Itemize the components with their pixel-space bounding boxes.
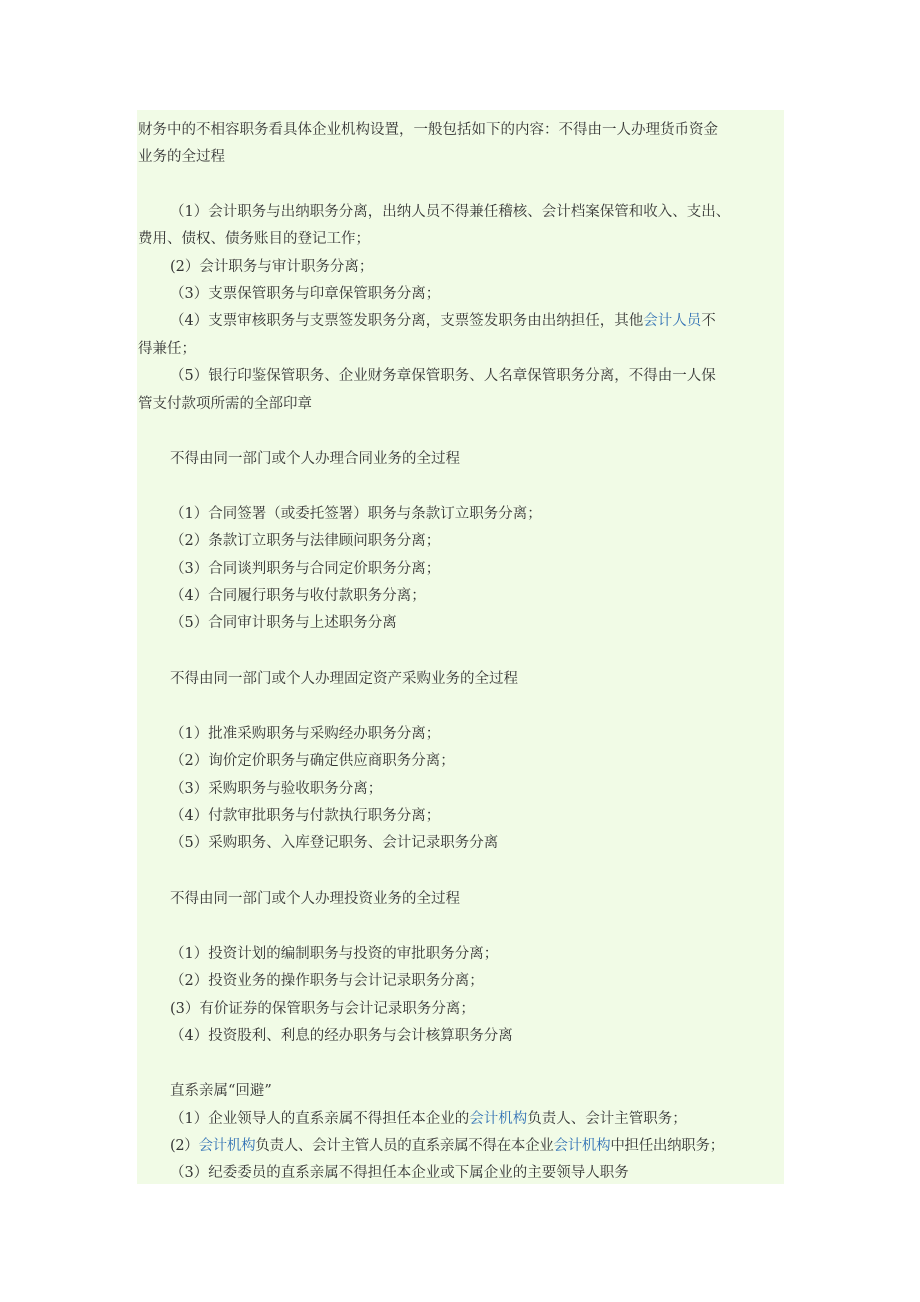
contract-item: （5）合同审计职务与上述职务分离 bbox=[170, 615, 397, 631]
link-accounting-dept[interactable]: 会计机构 bbox=[553, 1138, 611, 1154]
relatives-heading: 直系亲属“回避” bbox=[170, 1083, 272, 1099]
cash-item-4-line-2: 得兼任； bbox=[138, 341, 196, 357]
relatives-item-2-prefix: (2） bbox=[170, 1138, 199, 1154]
relatives-item-2-text-end: 中担任出纳职务； bbox=[610, 1138, 724, 1154]
contract-heading: 不得由同一部门或个人办理合同业务的全过程 bbox=[170, 451, 460, 467]
cash-item-2: (2）会计职务与审计职务分离； bbox=[170, 259, 374, 275]
purchase-item: （3）采购职务与验收职务分离； bbox=[170, 781, 383, 797]
contract-item: （1）合同签署（或委托签署）职务与条款订立职务分离； bbox=[170, 506, 542, 522]
intro-line-2: 业务的全过程 bbox=[138, 149, 225, 165]
purchase-item: （2）询价定价职务与确定供应商职务分离； bbox=[170, 753, 455, 769]
purchase-heading: 不得由同一部门或个人办理固定资产采购业务的全过程 bbox=[170, 671, 518, 687]
cash-item-5-line-1: （5）银行印鉴保管职务、企业财务章保管职务、人名章保管职务分离，不得由一人保 bbox=[170, 368, 716, 384]
relatives-item-3: （3）纪委委员的直系亲属不得担任本企业或下属企业的主要领导人职务 bbox=[170, 1165, 629, 1181]
cash-item-4-line-1 bbox=[170, 311, 716, 331]
purchase-item: （1）批准采购职务与采购经办职务分离； bbox=[170, 726, 441, 742]
purchase-item: （4）付款审批职务与付款执行职务分离； bbox=[170, 808, 441, 824]
relatives-item-1 bbox=[170, 1109, 687, 1129]
contract-item: （2）条款订立职务与法律顾问职务分离； bbox=[170, 533, 441, 549]
cash-item-4-text: （4）支票审核职务与支票签发职务分离，支票签发职务由出纳担任，其他 bbox=[170, 313, 644, 329]
link-accounting-dept[interactable]: 会计机构 bbox=[469, 1111, 528, 1127]
cash-item-1-line-2: 费用、债权、债务账目的登记工作； bbox=[138, 231, 370, 247]
cash-item-5-line-2: 管支付款项所需的全部印章 bbox=[138, 396, 312, 412]
relatives-item-2-text: 负责人、会计主管人员的直系亲属不得在本企业 bbox=[255, 1138, 554, 1154]
invest-item: （1）投资计划的编制职务与投资的审批职务分离； bbox=[170, 946, 499, 962]
invest-item: （4）投资股利、利息的经办职务与会计核算职务分离 bbox=[170, 1028, 513, 1044]
invest-item: (3）有价证券的保管职务与会计记录职务分离； bbox=[170, 1001, 475, 1017]
intro-line-1: 财务中的不相容职务看具体企业机构设置，一般包括如下的内容：不得由一人办理货币资金 bbox=[138, 122, 718, 138]
link-accounting-staff[interactable]: 会计人员 bbox=[643, 313, 702, 329]
relatives-item-1-text: （1）企业领导人的直系亲属不得担任本企业的 bbox=[170, 1111, 470, 1127]
relatives-item-2 bbox=[170, 1136, 724, 1156]
cash-item-3: （3）支票保管职务与印章保管职务分离； bbox=[170, 286, 441, 302]
relatives-item-1-text-end: 负责人、会计主管职务； bbox=[527, 1111, 687, 1127]
purchase-item: （5）采购职务、入库登记职务、会计记录职务分离 bbox=[170, 835, 499, 851]
link-accounting-dept[interactable]: 会计机构 bbox=[198, 1138, 256, 1154]
contract-item: （4）合同履行职务与收付款职务分离； bbox=[170, 588, 426, 604]
contract-item: （3）合同谈判职务与合同定价职务分离； bbox=[170, 561, 441, 577]
cash-item-4-text-end: 不 bbox=[701, 313, 716, 329]
cash-item-1-line-1: （1）会计职务与出纳职务分离，出纳人员不得兼任稽核、会计档案保管和收入、支出、 bbox=[170, 204, 731, 220]
invest-heading: 不得由同一部门或个人办理投资业务的全过程 bbox=[170, 891, 460, 907]
invest-item: （2）投资业务的操作职务与会计记录职务分离； bbox=[170, 973, 484, 989]
